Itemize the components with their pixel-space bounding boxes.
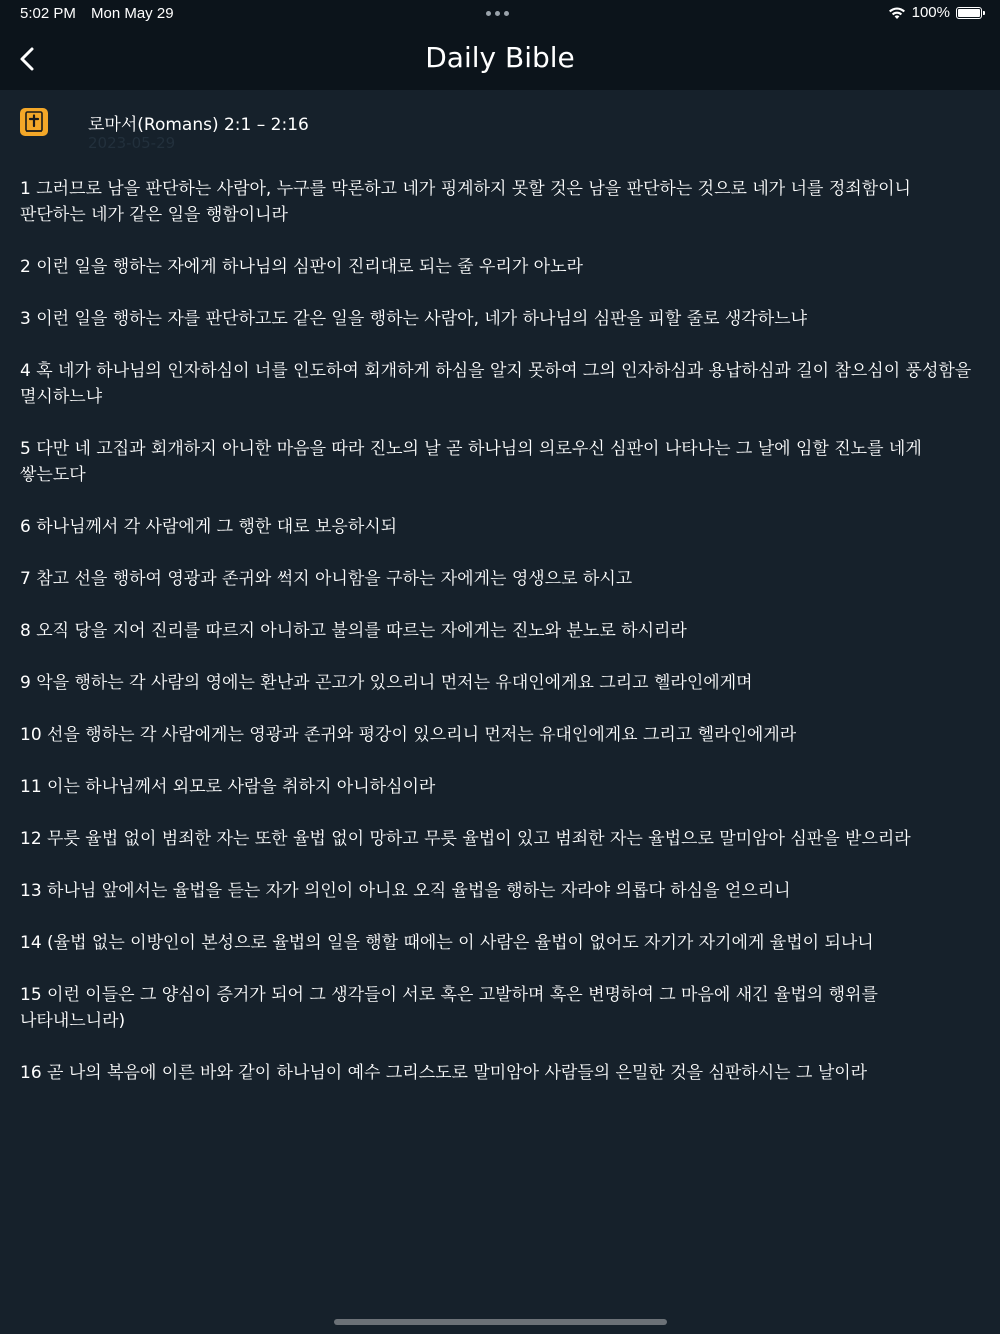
bible-cross-icon [20, 108, 48, 136]
verse: 13 하나님 앞에서는 율법을 듣는 자가 의인이 아니요 오직 율법을 행하는 자라야 의롭다 하심을 얻으리니 [20, 881, 791, 901]
home-indicator[interactable] [334, 1319, 667, 1325]
status-time: 5:02 PM [20, 5, 76, 22]
verse: 1 그러므로 남을 판단하는 사람아, 누구를 막론하고 네가 핑계하지 못할 것은 남을 판단하는 것으로 네가 너를 정죄함이니 판단하는 네가 같은 일을 행함이니라 [20, 179, 911, 225]
verse: 11 이는 하나님께서 외모로 사람을 취하지 아니하심이라 [20, 777, 436, 797]
navigation-bar [0, 28, 1000, 90]
verse: 10 선을 행하는 각 사람에게는 영광과 존귀와 평강이 있으리니 먼저는 유대인에게요 그리고 헬라인에게라 [20, 725, 797, 745]
verse: 14 (율법 없는 이방인이 본성으로 율법의 일을 행할 때에는 이 사람은 율법이 없어도 자기가 자기에게 율법이 되나니 [20, 933, 874, 953]
verse: 4 혹 네가 하나님의 인자하심이 너를 인도하여 회개하게 하심을 알지 못하여 그의 인자하심과 용납하심과 길이 참으심이 풍성함을 멸시하느냐 [20, 361, 972, 407]
passage-reference: 로마서(Romans) 2:1 – 2:16 [88, 115, 309, 135]
multitasking-dots-icon[interactable] [486, 11, 509, 16]
verse: 7 참고 선을 행하여 영광과 존귀와 썩지 아니함을 구하는 자에게는 영생으로 하시고 [20, 569, 633, 589]
passage-header [20, 106, 980, 156]
page-title: Daily Bible [425, 41, 575, 74]
verse: 6 하나님께서 각 사람에게 그 행한 대로 보응하시되 [20, 517, 398, 537]
passage-date: 2023-05-29 [88, 134, 176, 152]
wifi-icon [888, 6, 906, 20]
verse: 8 오직 당을 지어 진리를 따르지 아니하고 불의를 따르는 자에게는 진노와 분노로 하시리라 [20, 621, 687, 641]
verse: 5 다만 네 고집과 회개하지 아니한 마음을 따라 진노의 날 곧 하나님의 의로우신 심판이 나타나는 그 날에 임할 진노를 네게 쌓는도다 [20, 439, 922, 485]
battery-percentage: 100% [911, 4, 950, 21]
verse: 15 이런 이들은 그 양심이 증거가 되어 그 생각들이 서로 혹은 고발하며 혹은 변명하여 그 마음에 새긴 율법의 행위를 나타내느니라) [20, 985, 878, 1031]
verse-list [20, 176, 980, 1112]
status-date: Mon May 29 [91, 5, 174, 22]
status-indicators [888, 4, 982, 21]
verse: 9 악을 행하는 각 사람의 영에는 환난과 곤고가 있으리니 먼저는 유대인에게요 그리고 헬라인에게며 [20, 673, 753, 693]
verse: 12 무릇 율법 없이 범죄한 자는 또한 율법 없이 망하고 무릇 율법이 있고 범죄한 자는 율법으로 말미암아 심판을 받으리라 [20, 829, 911, 849]
status-bar [0, 0, 1000, 28]
verse: 16 곧 나의 복음에 이른 바와 같이 하나님이 예수 그리스도로 말미암아 사람들의 은밀한 것을 심판하시는 그 날이라 [20, 1063, 868, 1083]
battery-icon [956, 7, 982, 19]
verse: 2 이런 일을 행하는 자에게 하나님의 심판이 진리대로 되는 줄 우리가 아노라 [20, 257, 583, 277]
verse: 3 이런 일을 행하는 자를 판단하고도 같은 일을 행하는 사람아, 네가 하나님의 심판을 피할 줄로 생각하느냐 [20, 309, 807, 329]
